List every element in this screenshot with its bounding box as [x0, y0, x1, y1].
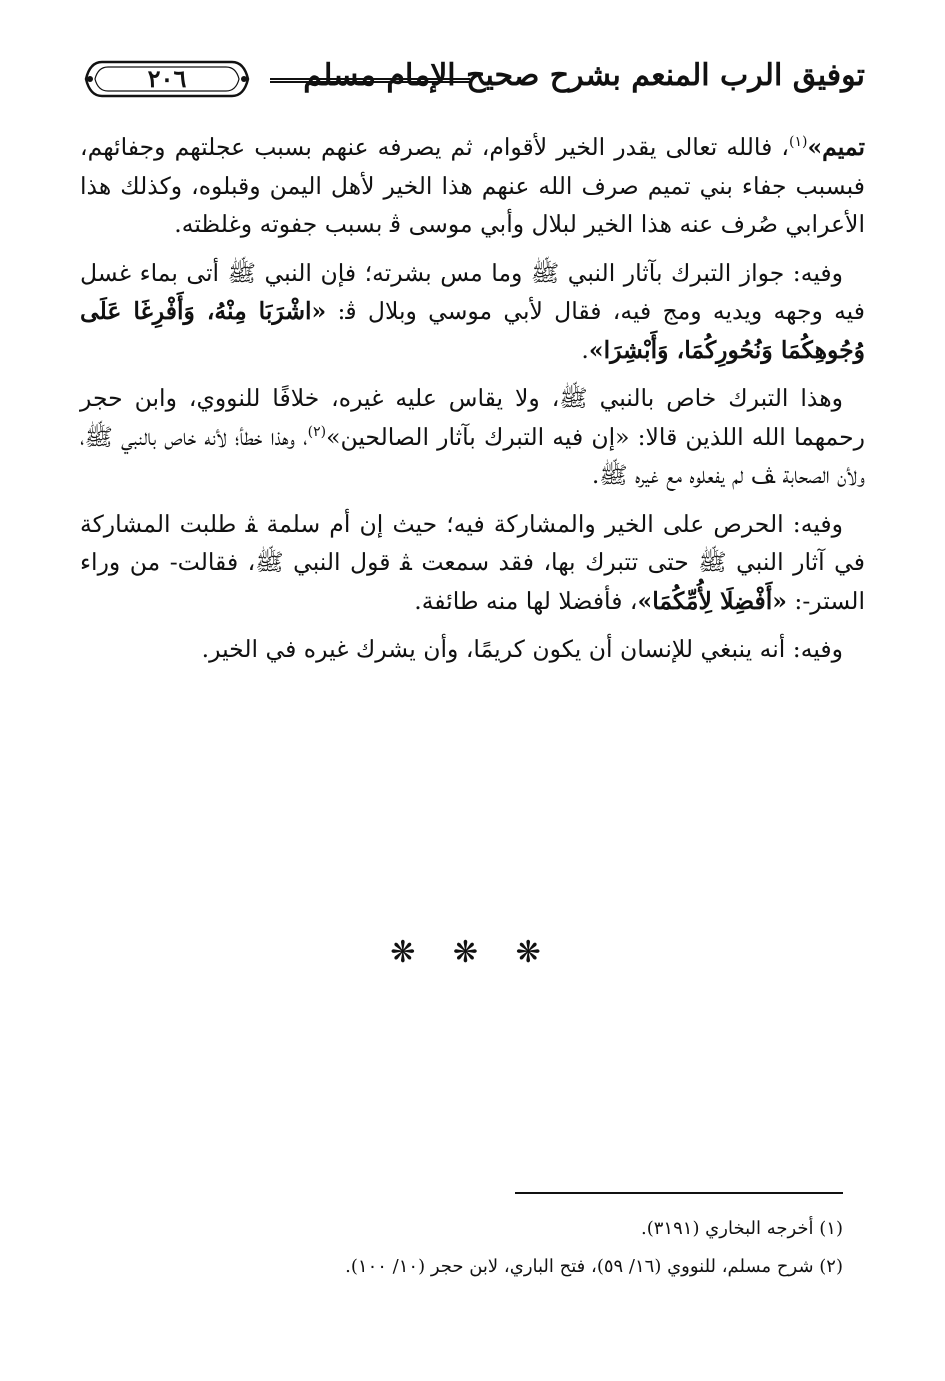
page-number: ٢٠٦: [147, 64, 187, 93]
text-run: وهذا التبرك خاص بالنبي ﷺ، ولا يقاس عليه غيره، خلافًا للنووي، وابن حجر رحمهما الله اللذين قالا: «إن فيه التبرك بآثار الصالحين»: [80, 384, 865, 451]
paragraph-4: [80, 505, 865, 621]
text-run: ، فالله تعالى يقدر الخير لأقوام، ثم يصرفه عنهم بسبب عجلتهم وجفائهم، فبسبب جفاء بني تميم صرف الله عنهم هذا الخير لأهل اليمن وقبلوه، وكذلك هذا الأعرابي صُرف عنه هذا الخير لبلال وأبي موسى ﭬ بسبب جفوته وغلظته.: [80, 133, 865, 238]
footnote-1: (١) أخرجه البخاري (٣١٩١).: [641, 1218, 843, 1239]
book-title: توفيق الرب المنعم بشرح صحيح الإمام مسلم: [303, 58, 865, 93]
header-rule: [270, 78, 470, 83]
text-run: وفيه: الحرص على الخير والمشاركة فيه؛ حيث إن أم سلمة ﭭ طلبت المشاركة في آثار النبي ﷺ حتى تتبرك بها، فقد سمعت ﭭ قول النبي ﷺ، فقالت- من وراء الستر-:: [80, 509, 865, 615]
text-run: وفيه: جواز التبرك بآثار النبي ﷺ وما مس بشرته؛ فإن النبي ﷺ أتى بماء غسل فيه وجهه ويديه ومج فيه، فقال لأبي موسي وبلال ﭬ:: [80, 258, 865, 325]
paragraph-5: [80, 630, 865, 669]
main-text: [80, 128, 865, 679]
paragraph-3: [80, 379, 865, 495]
hadith-quote: تميم»: [807, 133, 865, 161]
footnotes: [80, 1210, 843, 1286]
text-run: وفيه: أنه ينبغي للإنسان أن يكون كريمًا، وأن يشرك غيره في الخير.: [201, 635, 843, 663]
footnote-2: (٢) شرح مسلم، للنووي (١٦/ ٥٩)، فتح الباري، لابن حجر (١٠/ ١٠٠).: [345, 1256, 843, 1277]
footnote-separator: [515, 1192, 843, 1194]
paragraph-2: [80, 254, 865, 370]
footnote-marker: (١): [788, 134, 808, 151]
paragraph-1: [80, 128, 865, 244]
text-run: ، فأفضلا لها منه طائفة.: [414, 586, 638, 615]
section-end-ornament: ❋ ❋ ❋: [390, 935, 555, 970]
text-run: .: [581, 335, 589, 364]
page-number-frame: [82, 58, 252, 100]
running-header: [80, 50, 865, 110]
hadith-quote: «أَفْضِلَا لِأُمِّكُمَا»: [637, 586, 787, 615]
text-run: ، وهذا خطأ؛ لأنه خاص بالنبي ﷺ، ولأن الصحابة ﭫ لم يفعلوه مع غيره ﷺ.: [80, 422, 865, 489]
footnote-marker: (٢): [307, 423, 327, 440]
hadith-quote: «اشْرَبَا مِنْهُ، وَأَفْرِغَا عَلَى وُجُوهِكُمَا وَنُحُورِكُمَا، وَأَبْشِرَا»: [80, 297, 865, 364]
